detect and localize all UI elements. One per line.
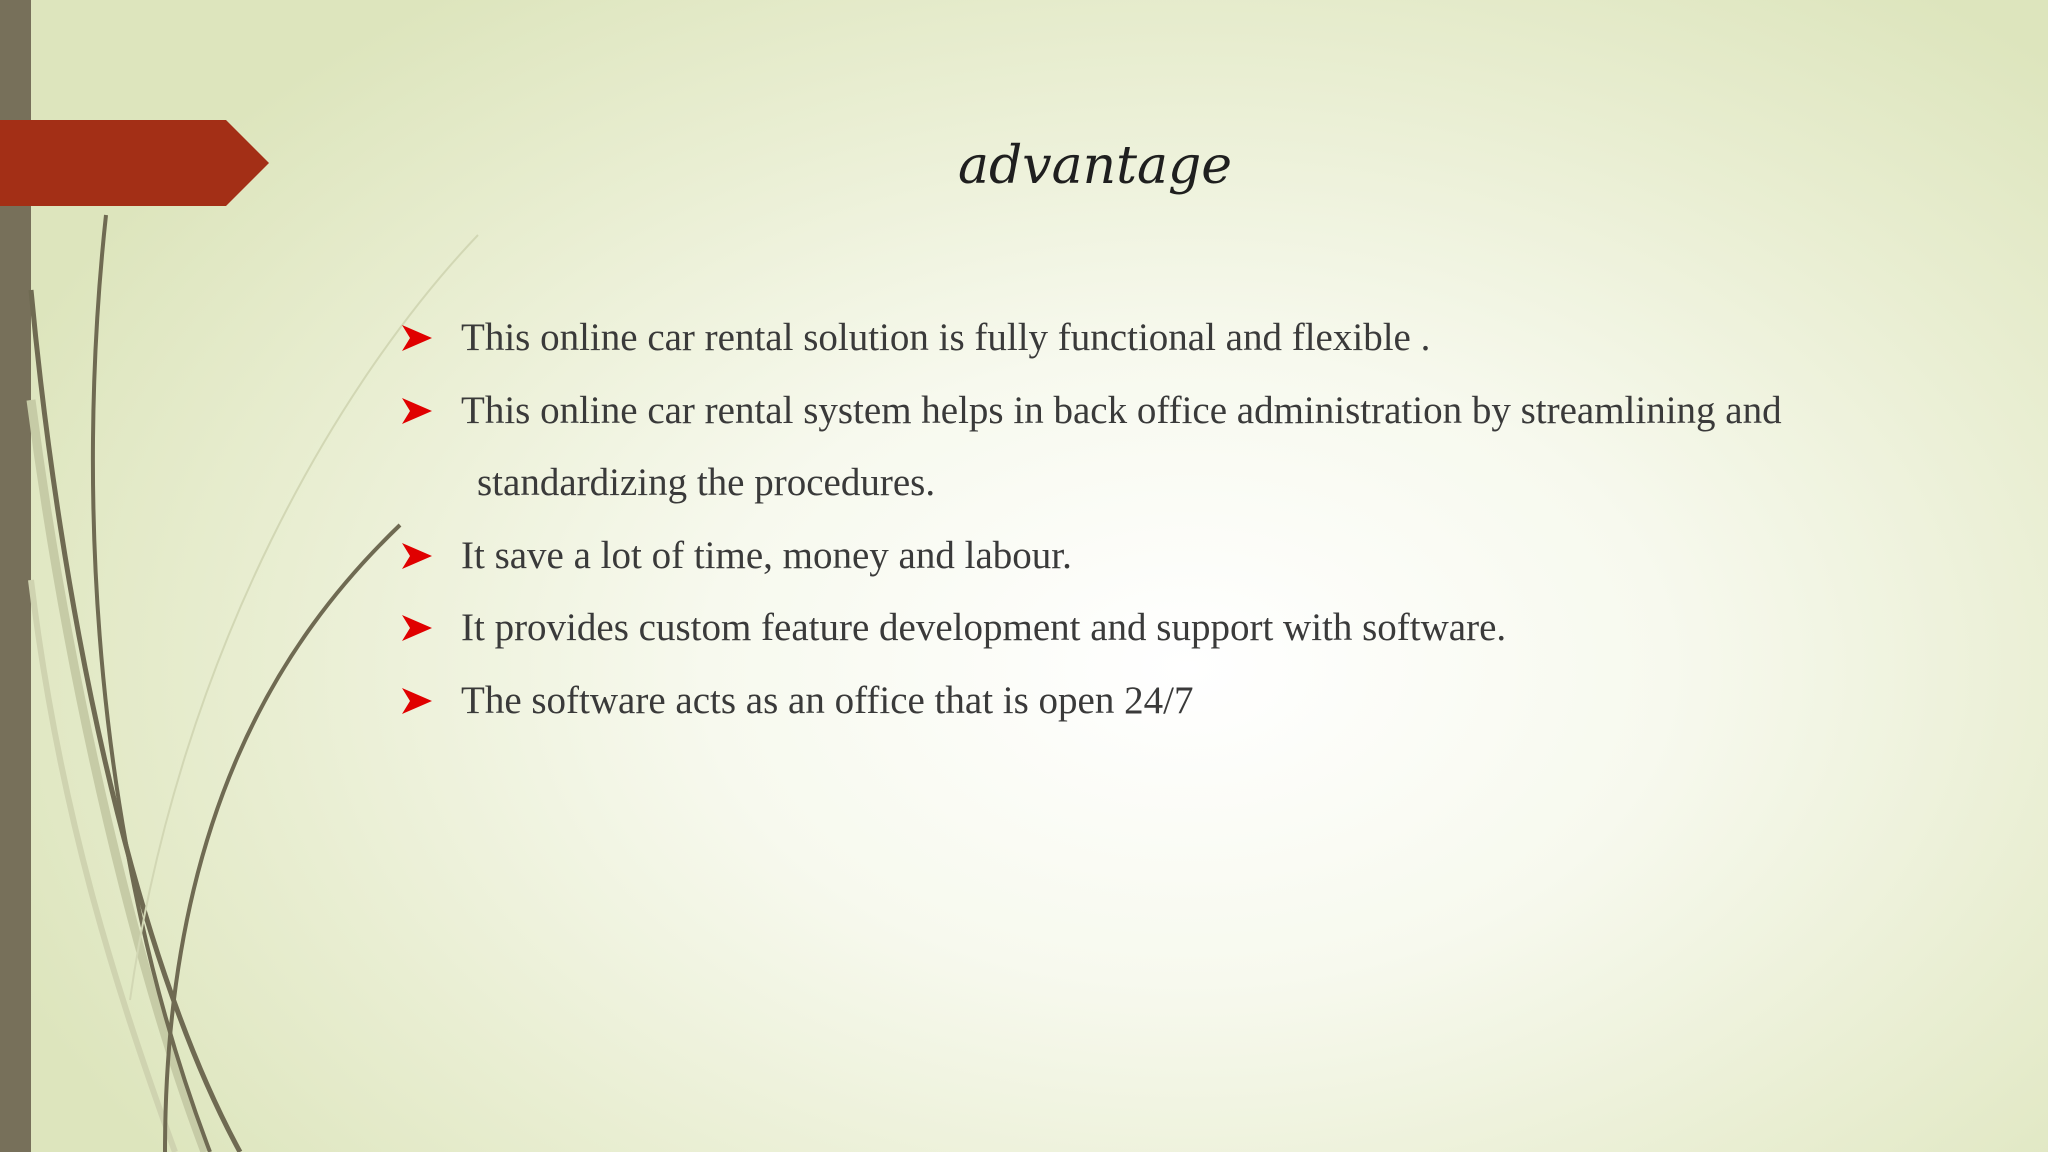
arrowhead-icon bbox=[402, 613, 432, 643]
curve-dark-2 bbox=[93, 215, 210, 1152]
bullet-item bbox=[402, 302, 1962, 375]
bullet-text: This online car rental system helps in back office administration by streamlining and bbox=[461, 388, 1782, 432]
arrowhead-icon bbox=[402, 396, 432, 426]
bullet-item bbox=[402, 520, 1962, 593]
arrowhead-icon bbox=[402, 541, 432, 571]
bullet-text: It provides custom feature development and support with software. bbox=[461, 606, 1507, 649]
bullet-text-continued: standardizing the procedures. bbox=[477, 461, 936, 504]
bullet-item bbox=[402, 592, 1962, 665]
bullet-list bbox=[402, 302, 1962, 737]
bullet-item bbox=[402, 375, 1962, 520]
arrowhead-icon bbox=[402, 323, 432, 353]
bullet-text: This online car rental solution is fully functional and flexible . bbox=[461, 316, 1431, 359]
bullet-text: The software acts as an office that is open 24/7 bbox=[461, 678, 1194, 722]
curve-dark-3 bbox=[165, 525, 400, 1152]
bullet-text: It save a lot of time, money and labour. bbox=[461, 533, 1072, 577]
bullet-item bbox=[402, 665, 1962, 738]
arrowhead-icon bbox=[402, 686, 432, 716]
slide-title: advantage bbox=[957, 136, 1233, 196]
curve-dark-1 bbox=[31, 290, 240, 1152]
